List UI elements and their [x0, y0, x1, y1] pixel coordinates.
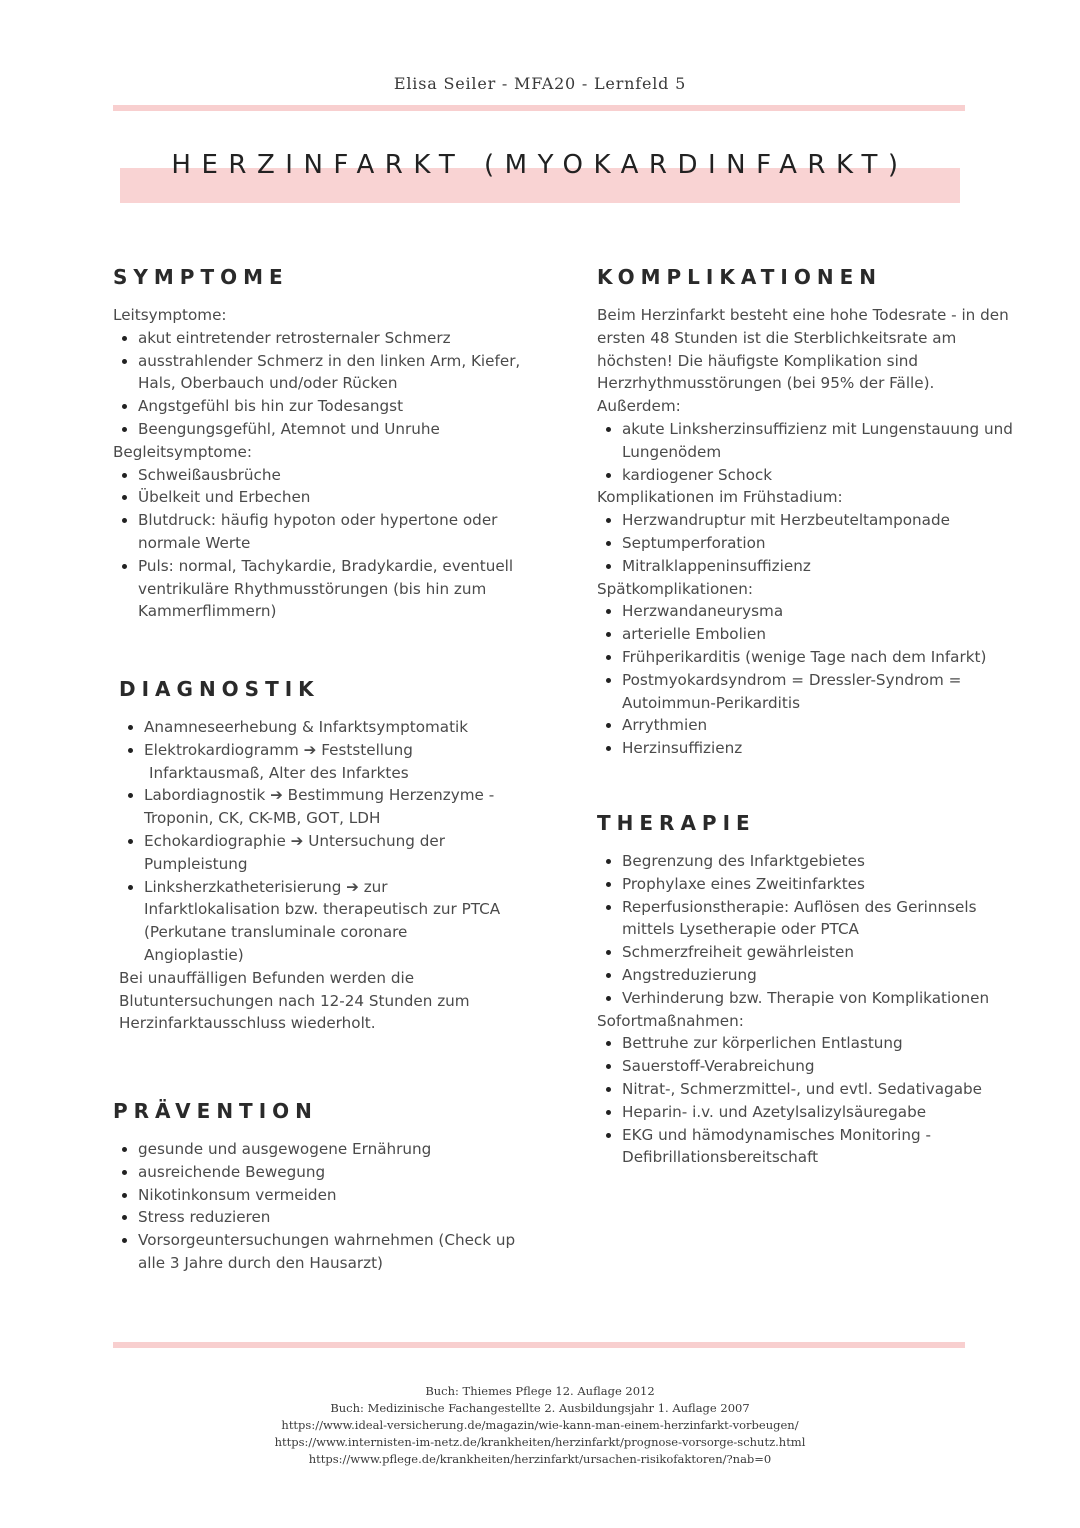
- list-item: • Septumperforation: [622, 532, 1017, 555]
- spaetkomplikationen-label: Spätkomplikationen:: [597, 579, 753, 598]
- author-line: Elisa Seiler - MFA20 - Lernfeld 5: [393, 74, 687, 93]
- section-therapie: [597, 809, 1017, 1169]
- section-heading-diagnostik: DIAGNOSTIK: [119, 677, 320, 701]
- list-item: • Echokardiographie ➔ Untersuchung der Pumpleistung: [144, 830, 511, 876]
- list-item: • EKG und hämodynamisches Monitoring - Defibrillationsbereitschaft: [622, 1124, 1017, 1170]
- list-item: • Angstgefühl bis hin zur Todesangst: [138, 395, 533, 418]
- therapie-list: [597, 850, 1017, 1010]
- list-item: • akut eintretender retrosternaler Schmerz: [138, 327, 533, 350]
- section-heading-symptome: SYMPTOME: [113, 265, 289, 289]
- list-item-text: Elektrokardiogramm ➔ Feststellung: [144, 740, 413, 759]
- reference-line: Buch: Medizinische Fachangestellte 2. Ausbildungsjahr 1. Auflage 2007: [330, 1401, 750, 1415]
- list-item: • ausreichende Bewegung: [138, 1161, 523, 1184]
- fruehstadium-label: Komplikationen im Frühstadium:: [597, 488, 843, 507]
- list-item: • Reperfusionstherapie: Auflösen des Gerinnsels mittels Lysetherapie oder PTCA: [622, 896, 1017, 942]
- ausserdem-label: Außerdem:: [597, 397, 681, 416]
- list-item: • Beengungsgefühl, Atemnot und Unruhe: [138, 418, 533, 441]
- list-item: • ausstrahlender Schmerz in den linken Arm, Kiefer, Hals, Oberbauch und/oder Rücken: [138, 350, 533, 396]
- sofortmassnahmen-label: Sofortmaßnahmen:: [597, 1011, 744, 1030]
- list-item: • kardiogener Schock: [622, 464, 1017, 487]
- list-item: • Linksherzkatheterisierung ➔ zur Infarktlokalisation bzw. therapeutisch zur PTCA (Perkutane transluminale coronare Angioplastie): [144, 876, 511, 967]
- list-item: • Puls: normal, Tachykardie, Bradykardie, eventuell ventrikuläre Rhythmusstörungen (bis hin zum Kammerflimmern): [138, 555, 533, 623]
- section-symptome: [113, 263, 533, 623]
- section-heading-praevention: PRÄVENTION: [113, 1099, 318, 1123]
- list-item: • Postmyokardsyndrom = Dressler-Syndrom = Autoimmun-Perikarditis: [622, 669, 1017, 715]
- list-item: • Heparin- i.v. und Azetylsalizylsäuregabe: [622, 1101, 1017, 1124]
- list-item: • Sauerstoff-Verabreichung: [622, 1055, 1017, 1078]
- list-item: • Übelkeit und Erbechen: [138, 486, 533, 509]
- list-item: • arterielle Embolien: [622, 623, 1017, 646]
- section-diagnostik: [119, 675, 511, 1035]
- top-divider: [113, 105, 965, 111]
- leitsymptome-list: [113, 327, 533, 441]
- section-heading-komplikationen: KOMPLIKATIONEN: [597, 265, 882, 289]
- list-item: • gesunde und ausgewogene Ernährung: [138, 1138, 523, 1161]
- diagnostik-list: [119, 716, 511, 967]
- list-item: • Herzinsuffizienz: [622, 737, 1017, 760]
- list-item: • Herzwandaneurysma: [622, 600, 1017, 623]
- bottom-divider: [113, 1342, 965, 1348]
- komplikationen-intro: Beim Herzinfarkt besteht eine hohe Todesrate - in den ersten 48 Stunden ist die Sterblichkeitsrate am höchsten! Die häufigste Komplikation sind Herzrhythmusstörungen (bei 95% der Fälle).: [597, 306, 1009, 393]
- list-item: • Blutdruck: häufig hypoton oder hypertone oder normale Werte: [138, 509, 533, 555]
- sofortmassnahmen-list: [597, 1032, 1017, 1169]
- page-title: HERZINFARKT (MYOKARDINFARKT): [171, 150, 909, 180]
- list-item: • Angstreduzierung: [622, 964, 1017, 987]
- list-item: • Stress reduzieren: [138, 1206, 523, 1229]
- list-item-continuation: Infarktausmaß, Alter des Infarktes: [149, 763, 409, 782]
- ausserdem-list: [597, 418, 1017, 486]
- list-item: • Labordiagnostik ➔ Bestimmung Herzenzyme - Troponin, CK, CK-MB, GOT, LDH: [144, 784, 511, 830]
- reference-line: https://www.internisten-im-netz.de/krankheiten/herzinfarkt/prognose-vorsorge-schutz.html: [274, 1435, 806, 1449]
- list-item: • Schweißausbrüche: [138, 464, 533, 487]
- begleitsymptome-label: Begleitsymptome:: [113, 442, 252, 461]
- list-item: • Anamneseerhebung & Infarktsymptomatik: [144, 716, 511, 739]
- list-item: • Bettruhe zur körperlichen Entlastung: [622, 1032, 1017, 1055]
- list-item: • Herzwandruptur mit Herzbeuteltamponade: [622, 509, 1017, 532]
- praevention-list: [113, 1138, 523, 1275]
- leitsymptome-label: Leitsymptome:: [113, 306, 227, 324]
- spaetkomplikationen-list: [597, 600, 1017, 760]
- list-item: • Verhinderung bzw. Therapie von Komplikationen: [622, 987, 1017, 1010]
- diagnostik-note: Bei unauffälligen Befunden werden die Blutuntersuchungen nach 12-24 Stunden zum Herzinfarktausschluss wiederholt.: [119, 968, 470, 1033]
- list-item: • akute Linksherzinsuffizienz mit Lungenstauung und Lungenödem: [622, 418, 1017, 464]
- list-item: [144, 739, 511, 785]
- list-item: • Prophylaxe eines Zweitinfarktes: [622, 873, 1017, 896]
- list-item: • Nikotinkonsum vermeiden: [138, 1184, 523, 1207]
- list-item: • Schmerzfreiheit gewährleisten: [622, 941, 1017, 964]
- list-item: • Frühperikarditis (wenige Tage nach dem Infarkt): [622, 646, 1017, 669]
- section-heading-therapie: THERAPIE: [597, 811, 756, 835]
- reference-line: Buch: Thiemes Pflege 12. Auflage 2012: [425, 1384, 655, 1398]
- list-item: • Arrythmien: [622, 714, 1017, 737]
- list-item: • Vorsorgeuntersuchungen wahrnehmen (Check up alle 3 Jahre durch den Hausarzt): [138, 1229, 523, 1275]
- list-item: • Nitrat-, Schmerzmittel-, und evtl. Sedativagabe: [622, 1078, 1017, 1101]
- section-komplikationen: [597, 263, 1017, 760]
- reference-line: https://www.pflege.de/krankheiten/herzinfarkt/ursachen-risikofaktoren/?nab=0: [308, 1452, 772, 1466]
- begleitsymptome-list: [113, 464, 533, 624]
- reference-line: https://www.ideal-versicherung.de/magazin/wie-kann-man-einem-herzinfarkt-vorbeugen/: [281, 1418, 799, 1432]
- section-praevention: [113, 1097, 523, 1275]
- fruehstadium-list: [597, 509, 1017, 577]
- list-item: • Begrenzung des Infarktgebietes: [622, 850, 1017, 873]
- references: [0, 1383, 1080, 1468]
- list-item: • Mitralklappeninsuffizienz: [622, 555, 1017, 578]
